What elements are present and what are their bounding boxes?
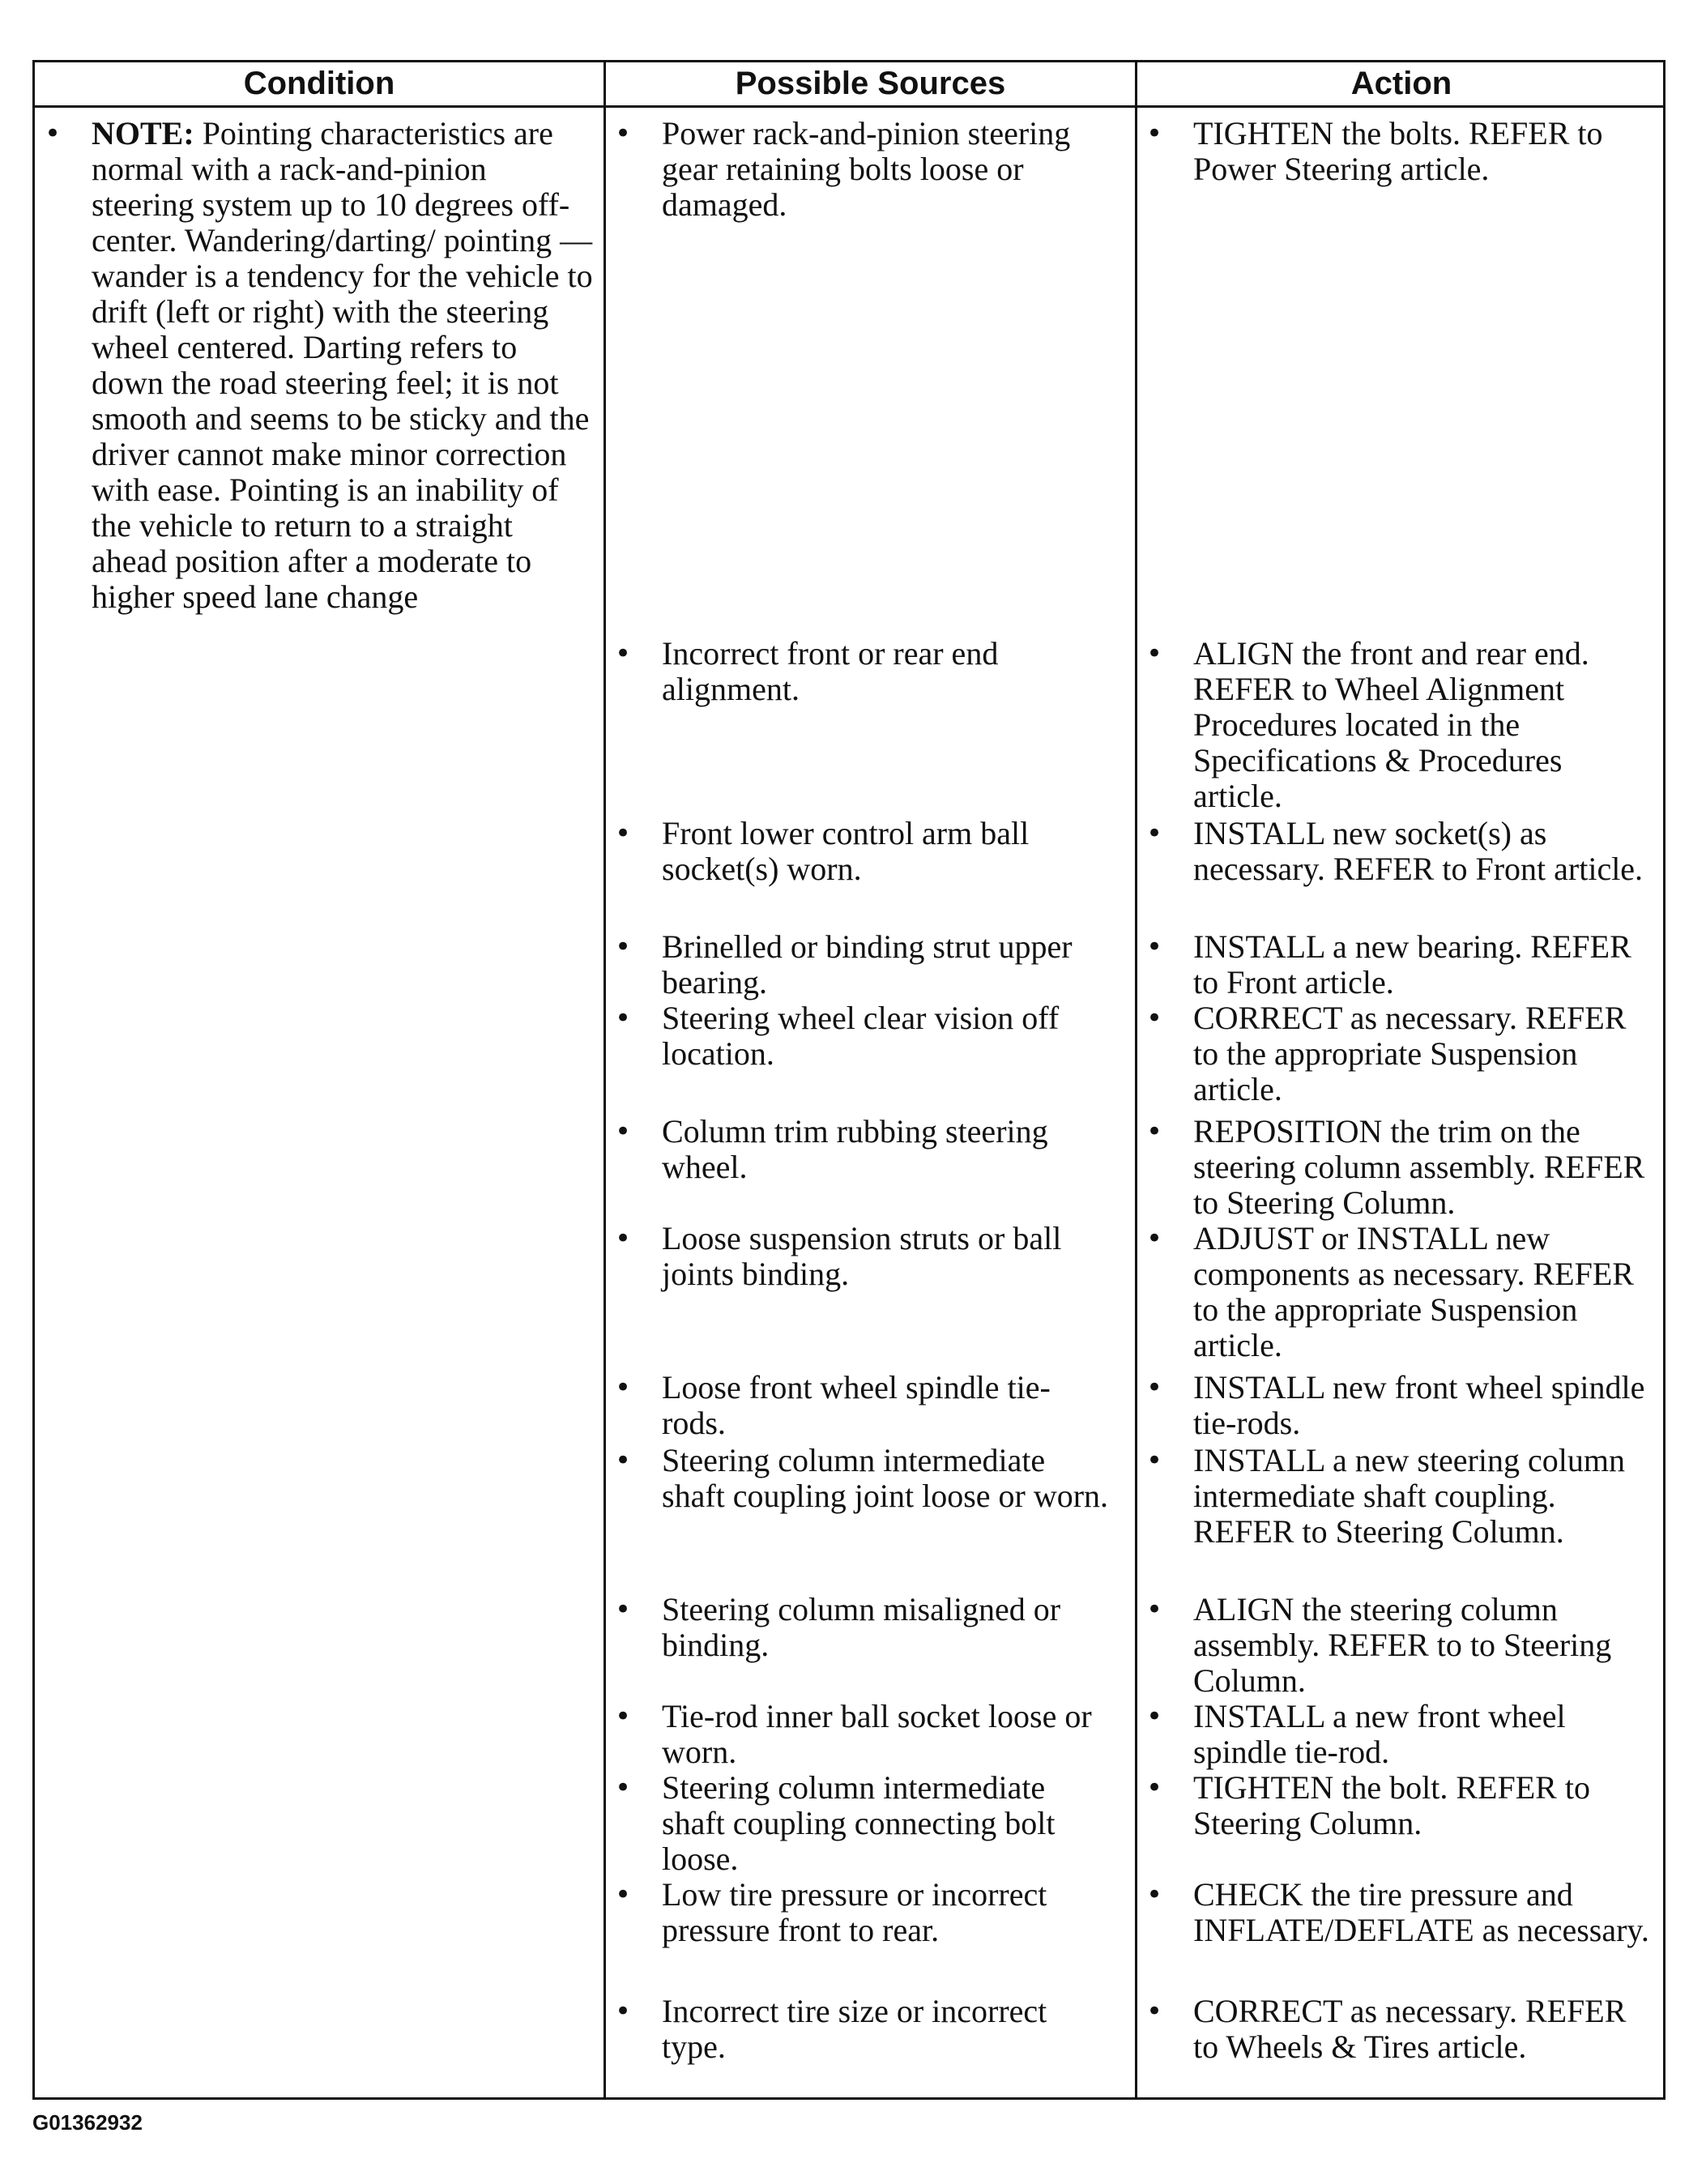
bullet-icon: •: [1146, 1593, 1163, 1626]
bullet-icon: •: [615, 1222, 632, 1255]
bullet-icon: •: [1146, 931, 1163, 963]
action-cell: [1146, 1370, 1657, 1441]
bullet-icon: •: [615, 931, 632, 963]
action-cell: [1146, 1699, 1657, 1770]
note-body: Pointing characteristics are normal with a rack-and-pinion steering system up to 10 degrees off-center. Wandering/darting/ pointing — wander is a tendency for the vehicle to drift (left or right) with the steering wheel centered. Darting refers to down the road steering feel; it is not smooth and seems to be sticky and the driver cannot make minor correction with ease. Pointing is an inability of the vehicle to return to a straight ahead position after a moderate to higher speed lane change: [92, 115, 593, 615]
action-cell-text: CORRECT as necessary. REFER to the appropriate Suspension article.: [1193, 1000, 1627, 1107]
bullet-icon: •: [615, 117, 632, 150]
bullet-icon: •: [615, 1371, 632, 1404]
condition-cell: [45, 116, 595, 615]
source-cell: [615, 816, 1109, 887]
bullet-icon: •: [615, 1772, 632, 1804]
action-cell-text: INSTALL a new bearing. REFER to Front article.: [1193, 928, 1631, 1000]
bullet-icon: •: [615, 1879, 632, 1911]
bullet-icon: •: [615, 1995, 632, 2028]
source-cell: [615, 1994, 1109, 2065]
source-cell: [615, 1877, 1109, 1948]
action-cell-text: ALIGN the steering column assembly. REFER to to Steering Column.: [1193, 1591, 1612, 1699]
bullet-icon: •: [1146, 638, 1163, 670]
column-divider: [603, 62, 606, 2097]
action-cell-text: ADJUST or INSTALL new components as necessary. REFER to the appropriate Suspension article.: [1193, 1220, 1634, 1363]
source-cell: [615, 929, 1109, 1000]
action-cell: [1146, 1994, 1657, 2065]
source-cell: [615, 116, 1109, 223]
header-action: Action: [1350, 66, 1452, 101]
action-cell: [1146, 816, 1657, 887]
bullet-icon: •: [1146, 1700, 1163, 1733]
action-cell-text: INSTALL new front wheel spindle tie-rods.: [1193, 1369, 1645, 1441]
action-cell: [1146, 1877, 1657, 1948]
bullet-icon: •: [45, 117, 62, 150]
action-cell-text: INSTALL a new steering column intermediate shaft coupling. REFER to Steering Column.: [1193, 1442, 1625, 1550]
source-cell: [615, 1443, 1109, 1514]
action-cell: [1146, 929, 1657, 1000]
bullet-icon: •: [1146, 117, 1163, 150]
action-cell: [1146, 636, 1657, 814]
bullet-icon: •: [1146, 1772, 1163, 1804]
action-cell: [1146, 1592, 1657, 1699]
bullet-icon: •: [1146, 817, 1163, 850]
source-cell-text: Incorrect tire size or incorrect type.: [662, 1993, 1047, 2065]
action-cell-text: CHECK the tire pressure and INFLATE/DEFLATE as necessary.: [1193, 1876, 1649, 1948]
source-cell-text: Steering wheel clear vision off location.: [662, 1000, 1060, 1072]
source-cell-text: Loose front wheel spindle tie-rods.: [662, 1369, 1051, 1441]
action-cell-text: ALIGN the front and rear end. REFER to Wheel Alignment Procedures located in the Specifications & Procedures article.: [1193, 635, 1589, 814]
header-rule: [35, 105, 1663, 108]
source-cell-text: Steering column intermediate shaft coupling connecting bolt loose.: [662, 1769, 1056, 1877]
bullet-icon: •: [1146, 1222, 1163, 1255]
bullet-icon: •: [1146, 1115, 1163, 1148]
column-divider: [1135, 62, 1137, 2097]
header-condition: Condition: [243, 66, 395, 101]
figure-id: G01362932: [32, 2110, 143, 2135]
source-cell: [615, 636, 1109, 707]
source-cell-text: Steering column misaligned or binding.: [662, 1591, 1061, 1663]
action-cell-text: TIGHTEN the bolts. REFER to Power Steering article.: [1193, 115, 1603, 187]
source-cell: [615, 1699, 1109, 1770]
note-label: NOTE:: [92, 115, 194, 151]
source-cell-text: Low tire pressure or incorrect pressure front to rear.: [662, 1876, 1047, 1948]
header-possible-sources: Possible Sources: [735, 66, 1006, 101]
action-cell: [1146, 1221, 1657, 1363]
action-cell-text: REPOSITION the trim on the steering column assembly. REFER to Steering Column.: [1193, 1113, 1645, 1221]
action-cell: [1146, 1443, 1657, 1550]
action-cell-text: INSTALL a new front wheel spindle tie-rod.: [1193, 1698, 1566, 1770]
source-cell-text: Incorrect front or rear end alignment.: [662, 635, 999, 707]
action-cell: [1146, 1114, 1657, 1221]
source-cell-text: Steering column intermediate shaft coupling joint loose or worn.: [662, 1442, 1109, 1514]
source-cell-text: Front lower control arm ball socket(s) worn.: [662, 815, 1030, 887]
action-cell-text: CORRECT as necessary. REFER to Wheels & Tires article.: [1193, 1993, 1627, 2065]
condition-text: [45, 116, 595, 615]
bullet-icon: •: [1146, 1444, 1163, 1477]
bullet-icon: •: [615, 817, 632, 850]
source-cell-text: Column trim rubbing steering wheel.: [662, 1113, 1048, 1185]
bullet-icon: •: [1146, 1879, 1163, 1911]
bullet-icon: •: [615, 638, 632, 670]
source-cell-text: Loose suspension struts or ball joints binding.: [662, 1220, 1062, 1292]
source-cell-text: Brinelled or binding strut upper bearing.: [662, 928, 1073, 1000]
source-cell-text: Power rack-and-pinion steering gear retaining bolts loose or damaged.: [662, 115, 1071, 223]
action-cell-text: INSTALL new socket(s) as necessary. REFER to Front article.: [1193, 815, 1644, 887]
source-cell-text: Tie-rod inner ball socket loose or worn.: [662, 1698, 1092, 1770]
bullet-icon: •: [615, 1593, 632, 1626]
bullet-icon: •: [1146, 1995, 1163, 2028]
bullet-icon: •: [615, 1700, 632, 1733]
action-cell-text: TIGHTEN the bolt. REFER to Steering Column.: [1193, 1769, 1590, 1841]
bullet-icon: •: [1146, 1002, 1163, 1034]
action-cell: [1146, 116, 1657, 187]
source-cell: [615, 1370, 1109, 1441]
action-cell: [1146, 1770, 1657, 1841]
diagnosis-table: [32, 60, 1665, 2100]
bullet-icon: •: [615, 1002, 632, 1034]
bullet-icon: •: [615, 1444, 632, 1477]
source-cell: [615, 1114, 1109, 1185]
bullet-icon: •: [1146, 1371, 1163, 1404]
action-cell: [1146, 1000, 1657, 1107]
source-cell: [615, 1221, 1109, 1292]
source-cell: [615, 1592, 1109, 1663]
bullet-icon: •: [615, 1115, 632, 1148]
source-cell: [615, 1770, 1109, 1877]
source-cell: [615, 1000, 1109, 1072]
